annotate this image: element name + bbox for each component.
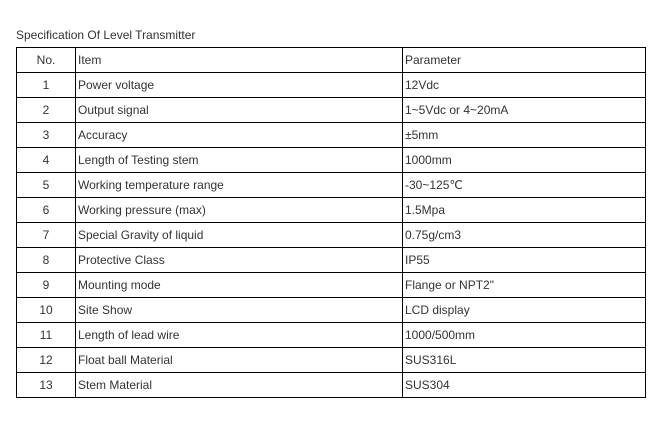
table-header-row <box>17 48 646 73</box>
row-parameter: 1000/500mm <box>403 323 646 348</box>
specification-table-body <box>17 48 646 398</box>
table-row <box>17 73 646 98</box>
table-row <box>17 273 646 298</box>
row-item: Length of Testing stem <box>76 148 403 173</box>
row-item: Output signal <box>76 98 403 123</box>
row-no: 12 <box>17 348 76 373</box>
row-item: Mounting mode <box>76 273 403 298</box>
row-no: 3 <box>17 123 76 148</box>
row-no: 8 <box>17 248 76 273</box>
row-item: Accuracy <box>76 123 403 148</box>
row-parameter: 12Vdc <box>403 73 646 98</box>
row-parameter: Flange or NPT2" <box>403 273 646 298</box>
row-parameter: -30~125℃ <box>403 173 646 198</box>
table-caption: Specification Of Level Transmitter <box>16 28 196 42</box>
row-parameter: 1~5Vdc or 4~20mA <box>403 98 646 123</box>
row-item: Float ball Material <box>76 348 403 373</box>
row-no: 4 <box>17 148 76 173</box>
row-no: 2 <box>17 98 76 123</box>
table-row <box>17 148 646 173</box>
table-row <box>17 348 646 373</box>
table-row <box>17 123 646 148</box>
header-parameter: Parameter <box>403 48 646 73</box>
header-item: Item <box>76 48 403 73</box>
row-parameter: 1000mm <box>403 148 646 173</box>
row-no: 11 <box>17 323 76 348</box>
table-row <box>17 223 646 248</box>
row-item: Site Show <box>76 298 403 323</box>
row-parameter: SUS304 <box>403 373 646 398</box>
table-row <box>17 248 646 273</box>
table-row <box>17 323 646 348</box>
table-row <box>17 298 646 323</box>
table-row <box>17 373 646 398</box>
row-no: 1 <box>17 73 76 98</box>
row-no: 10 <box>17 298 76 323</box>
row-item: Working pressure (max) <box>76 198 403 223</box>
row-no: 7 <box>17 223 76 248</box>
row-item: Protective Class <box>76 248 403 273</box>
table-row <box>17 173 646 198</box>
row-item: Length of lead wire <box>76 323 403 348</box>
row-parameter: LCD display <box>403 298 646 323</box>
row-no: 9 <box>17 273 76 298</box>
row-no: 5 <box>17 173 76 198</box>
row-no: 6 <box>17 198 76 223</box>
header-no: No. <box>17 48 76 73</box>
specification-table <box>16 47 646 398</box>
row-item: Working temperature range <box>76 173 403 198</box>
table-row <box>17 98 646 123</box>
row-parameter: 1.5Mpa <box>403 198 646 223</box>
row-item: Stem Material <box>76 373 403 398</box>
row-item: Special Gravity of liquid <box>76 223 403 248</box>
row-parameter: SUS316L <box>403 348 646 373</box>
table-row <box>17 198 646 223</box>
row-parameter: IP55 <box>403 248 646 273</box>
row-parameter: ±5mm <box>403 123 646 148</box>
row-no: 13 <box>17 373 76 398</box>
row-parameter: 0.75g/cm3 <box>403 223 646 248</box>
row-item: Power voltage <box>76 73 403 98</box>
